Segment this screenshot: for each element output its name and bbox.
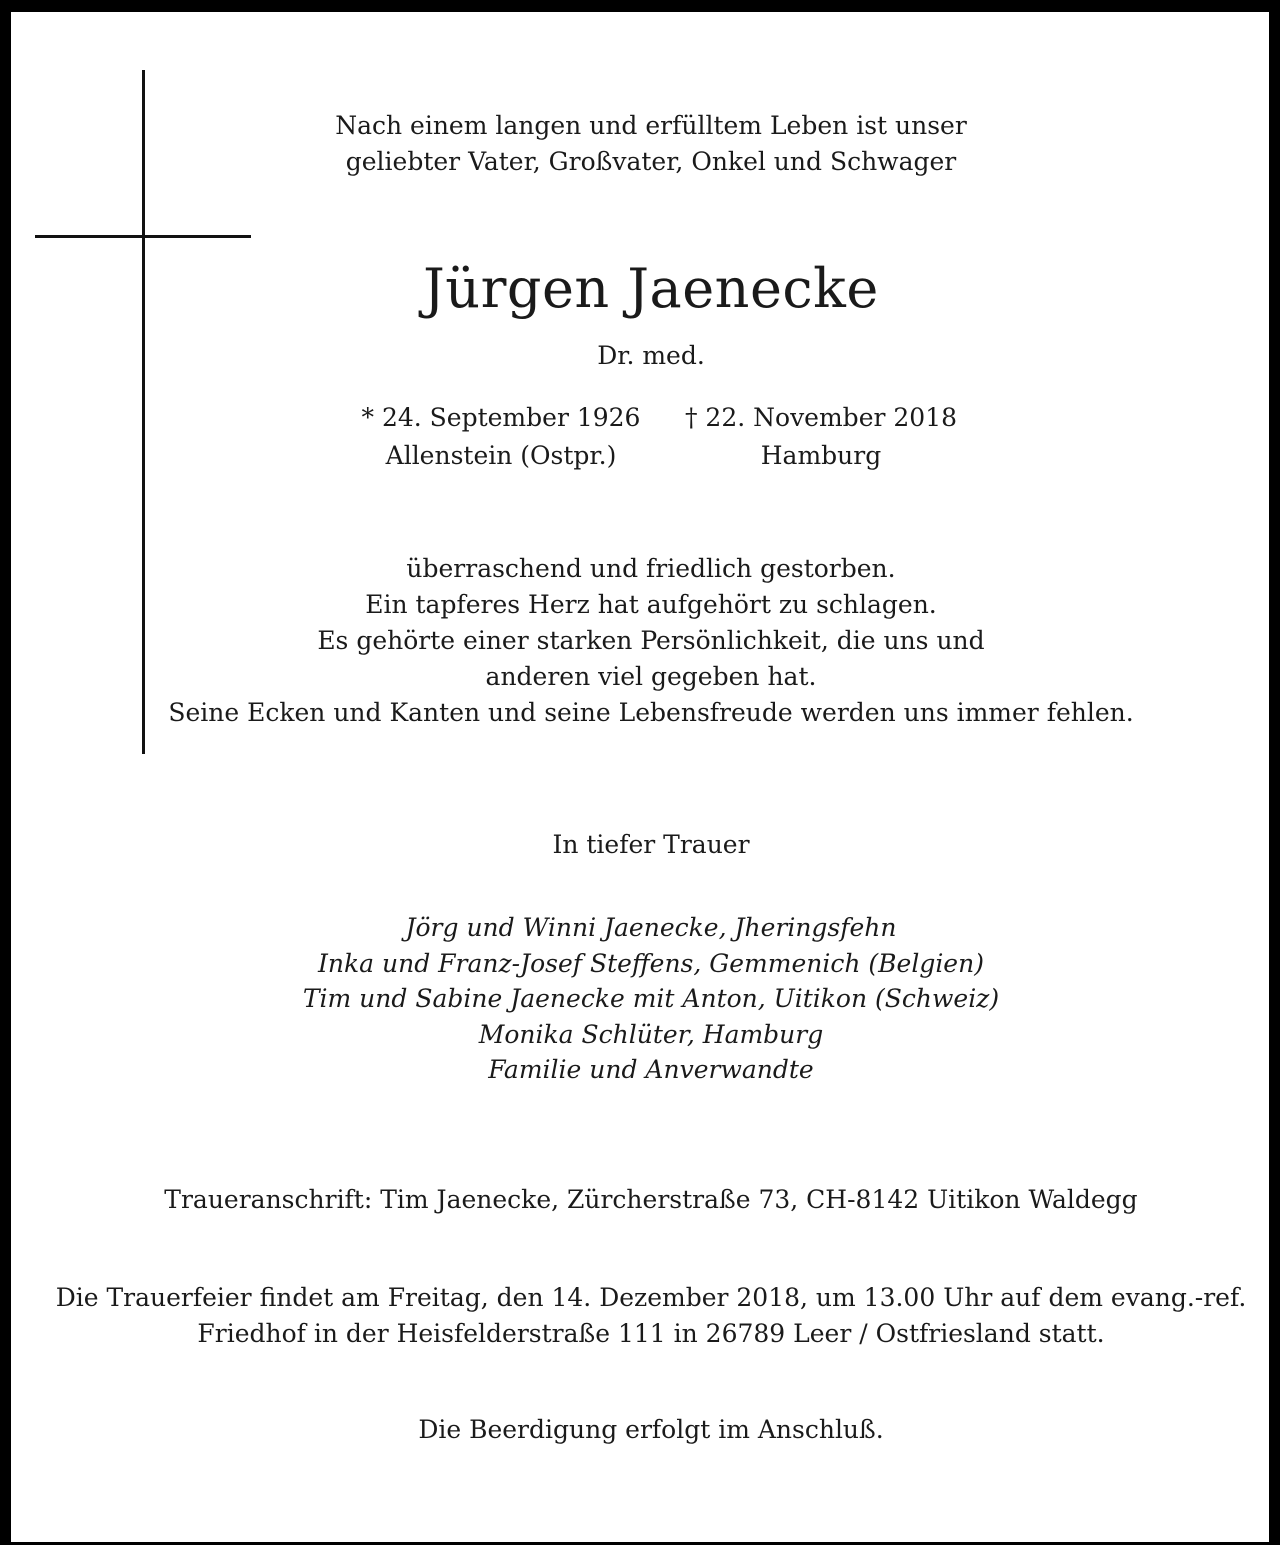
mourner-item: Inka und Franz-Josef Steffens, Gemmenich (Belgien) <box>318 948 984 978</box>
mourning-heading: In tiefer Trauer <box>552 830 750 859</box>
message-line: anderen viel gegeben hat. <box>485 662 817 691</box>
mourner-item: Tim und Sabine Jaenecke mit Anton, Uitikon (Schweiz) <box>302 984 1000 1013</box>
deceased-name: Jürgen Jaenecke <box>423 257 879 320</box>
mourning-address: Traueranschrift: Tim Jaenecke, Zürcherstraße 73, CH-8142 Uitikon Waldegg <box>164 1185 1138 1214</box>
deceased-title: Dr. med. <box>597 341 705 370</box>
funeral-info <box>11 1280 1280 1352</box>
death-place: Hamburg <box>760 441 882 470</box>
intro-line: Nach einem langen und erfülltem Leben ist unser <box>335 111 967 140</box>
mourner-item: Jörg und Winni Jaenecke, Jheringsfehn <box>405 913 897 942</box>
death-date: † 22. November 2018 <box>684 403 958 432</box>
message-line: Es gehörte einer starken Persönlichkeit, die uns und <box>317 626 985 655</box>
funeral-line: Die Trauerfeier findet am Freitag, den 14. Dezember 2018, um 13.00 Uhr auf dem evang.-ref. <box>55 1283 1247 1312</box>
cross-icon-horizontal <box>35 235 251 238</box>
birth-place: Allenstein (Ostpr.) <box>385 441 617 470</box>
death-info <box>651 399 991 475</box>
intro-line: geliebter Vater, Großvater, Onkel und Schwager <box>345 147 957 176</box>
mourner-item: Monika Schlüter, Hamburg <box>478 1019 824 1049</box>
birth-info <box>311 399 691 475</box>
mourners-list <box>11 910 1280 1088</box>
mourner-item: Familie und Anverwandte <box>488 1055 814 1084</box>
memorial-message <box>11 551 1280 731</box>
burial-info: Die Beerdigung erfolgt im Anschluß. <box>418 1415 884 1444</box>
message-line: überraschend und friedlich gestorben. <box>406 554 896 583</box>
message-line: Seine Ecken und Kanten und seine Lebensfreude werden uns immer fehlen. <box>168 698 1134 727</box>
birth-date: * 24. September 1926 <box>361 403 641 432</box>
funeral-line: Friedhof in der Heisfelderstraße 111 in 26789 Leer / Ostfriesland statt. <box>197 1319 1105 1348</box>
message-line: Ein tapferes Herz hat aufgehört zu schlagen. <box>365 590 937 619</box>
intro-text <box>11 108 1280 180</box>
